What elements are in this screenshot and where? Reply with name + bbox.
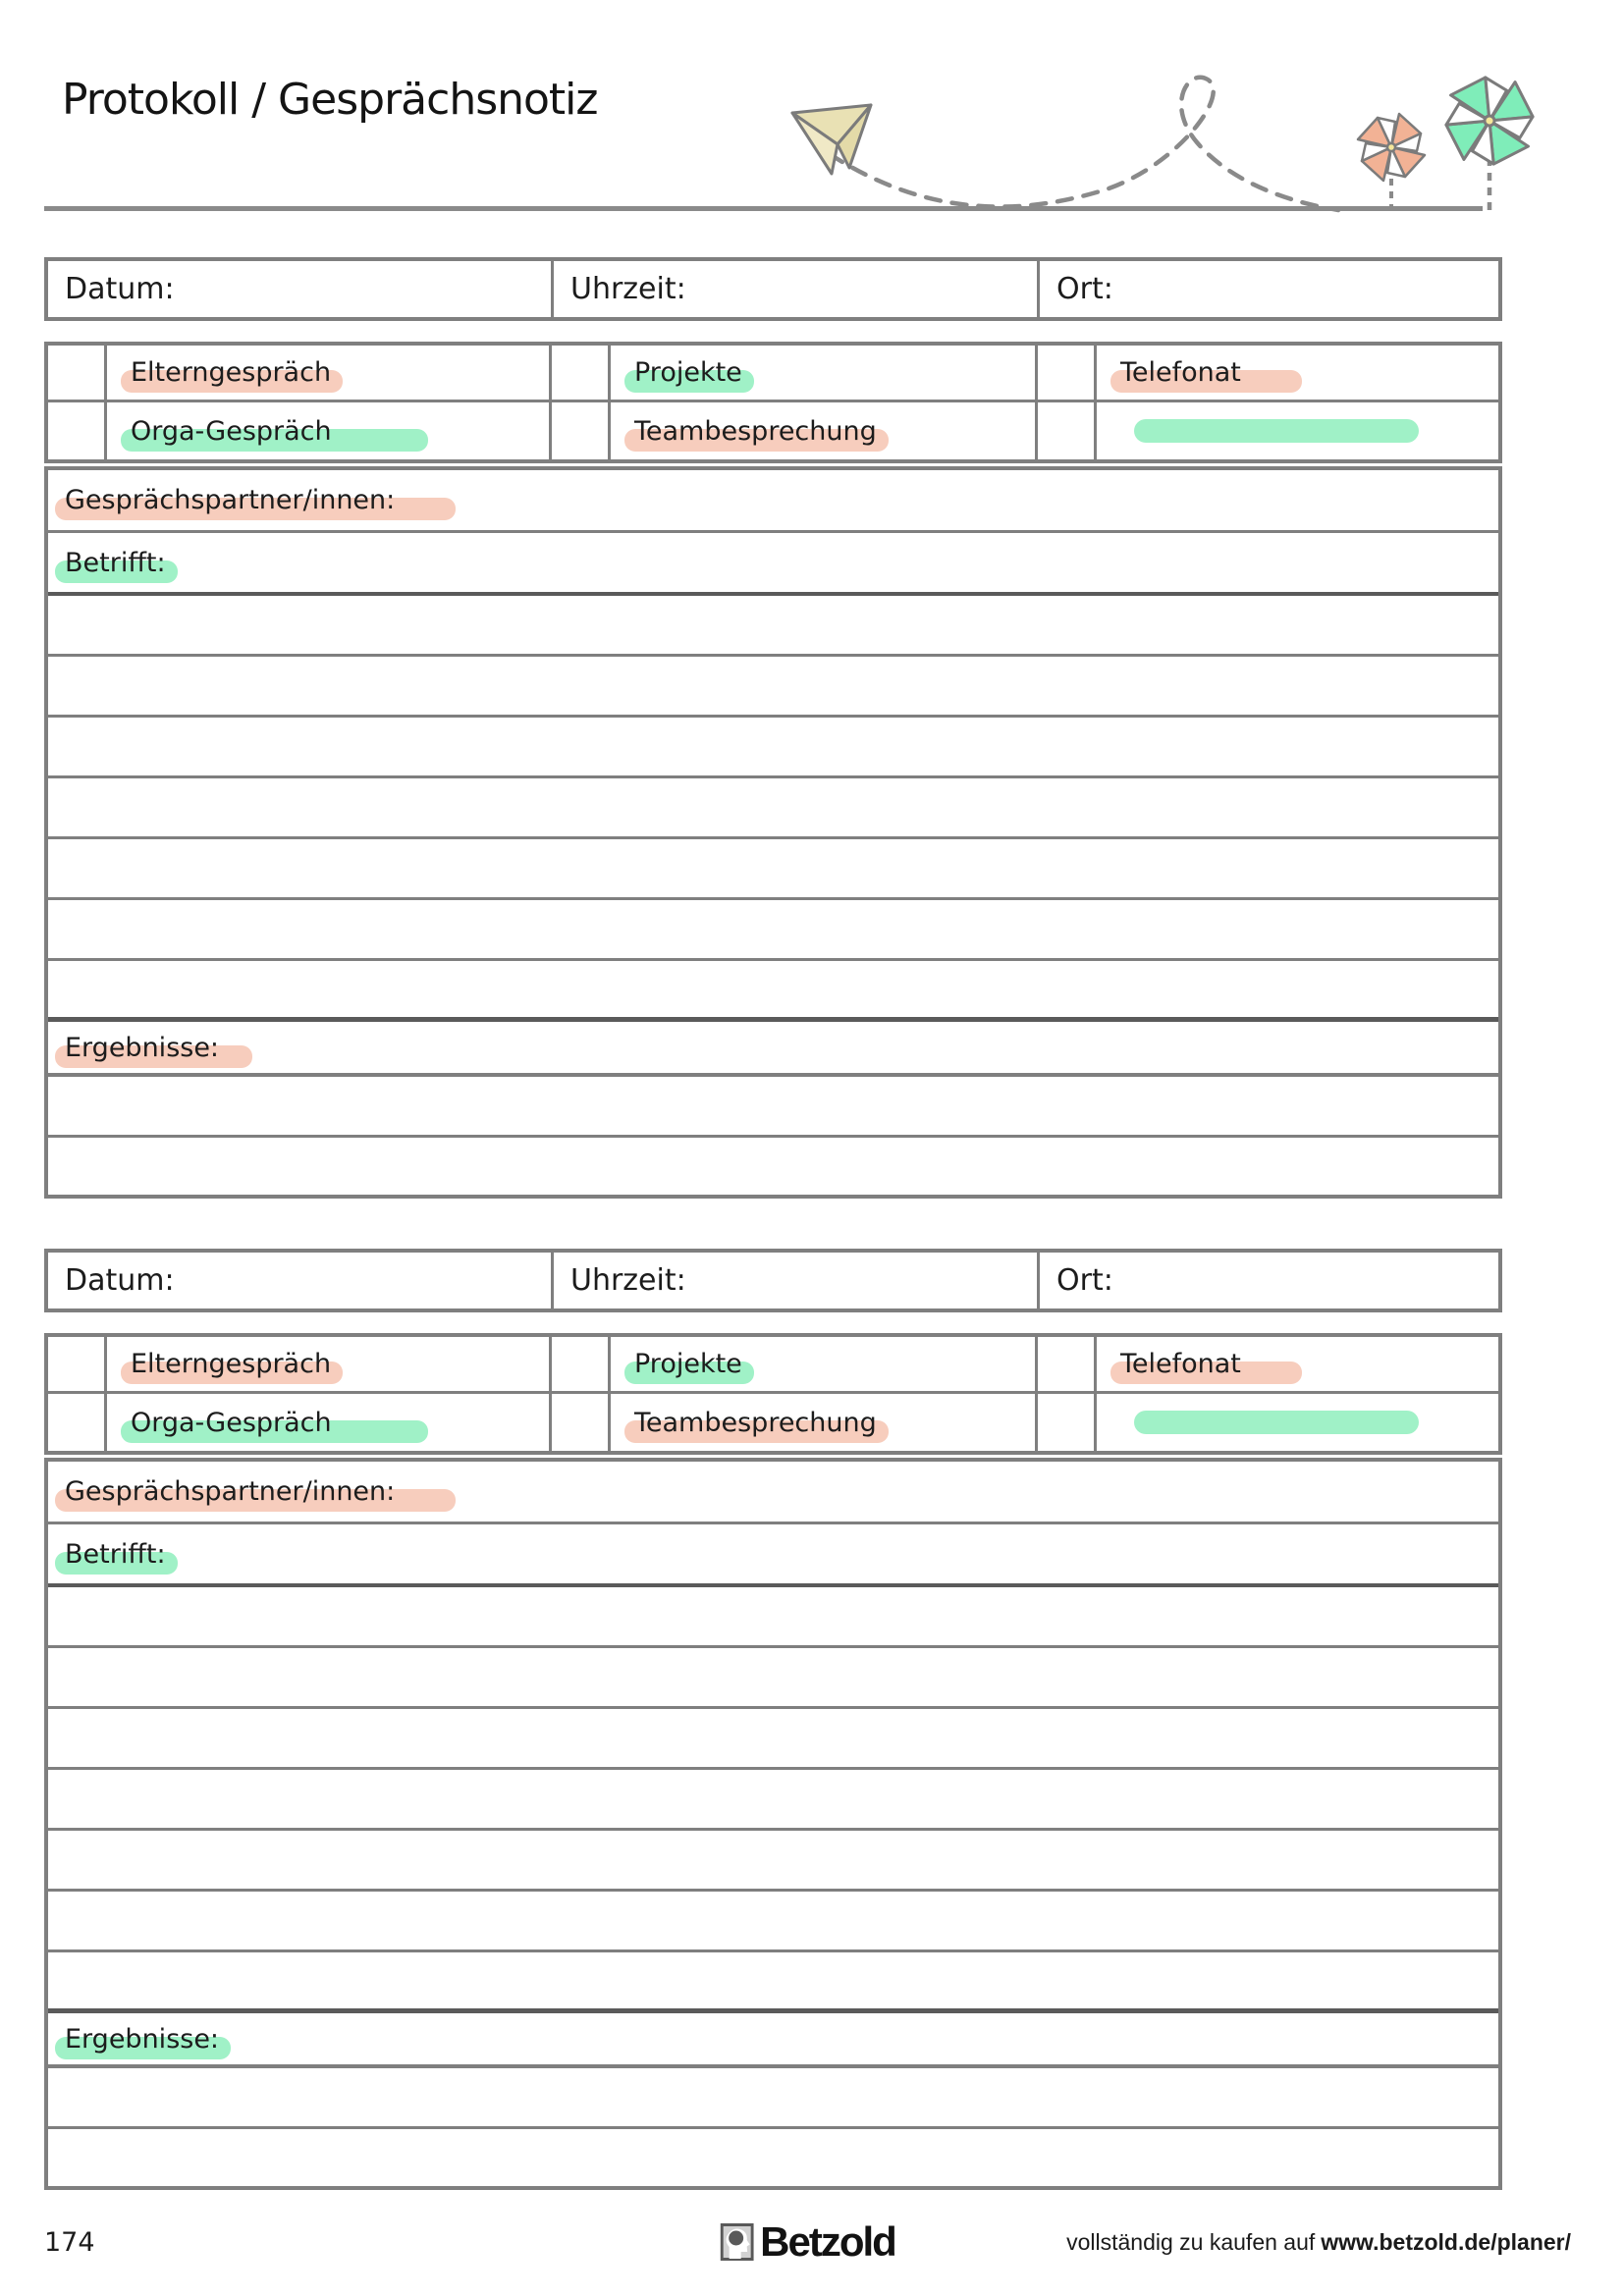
footer-note-text: vollständig zu kaufen auf (1066, 2228, 1316, 2255)
dashed-flight-trail (830, 78, 1338, 210)
protocol-form-2 (44, 1249, 1502, 2190)
option-label-elterngespraech: Elterngespräch (131, 1349, 332, 1379)
checkbox-telefonat (1038, 1337, 1097, 1391)
writing-area (44, 1458, 1502, 2190)
paper-plane-icon (792, 105, 871, 174)
results-label: Ergebnisse: (65, 2023, 220, 2055)
result-line (48, 1077, 1498, 1138)
note-line (48, 1648, 1498, 1709)
date-label: Datum: (65, 272, 175, 306)
checkbox-orga-gespraech (48, 1394, 107, 1451)
brand-name: Betzold (760, 2218, 895, 2265)
protocol-form-1 (44, 257, 1502, 1199)
option-label-elterngespraech: Elterngespräch (131, 357, 332, 388)
place-label: Ort: (1056, 272, 1113, 306)
highlight-bar (1134, 1411, 1419, 1434)
note-line (48, 900, 1498, 961)
option-row (48, 402, 1498, 459)
note-line (48, 1770, 1498, 1831)
note-line (48, 1952, 1498, 2013)
subject-label: Betrifft: (65, 1538, 166, 1570)
subject-label: Betrifft: (65, 547, 166, 578)
option-label-orga-gespraech: Orga-Gespräch (131, 1407, 332, 1438)
option-label-teambesprechung: Teambesprechung (634, 415, 877, 447)
subject-row (48, 533, 1498, 596)
note-line (48, 839, 1498, 900)
time-field (554, 1253, 1040, 1308)
result-line (48, 2068, 1498, 2129)
partners-label: Gesprächspartner/innen: (65, 485, 396, 515)
pinwheel-large-icon (1432, 63, 1547, 211)
page-number: 174 (44, 2226, 95, 2258)
option-label-orga-gespraech: Orga-Gespräch (131, 415, 332, 447)
page-title: Protokoll / Gesprächsnotiz (62, 75, 598, 125)
checkbox-telefonat (1038, 346, 1097, 400)
writing-area (44, 466, 1502, 1199)
option-row (48, 346, 1498, 402)
date-field (48, 1253, 554, 1308)
note-line (48, 1831, 1498, 1892)
note-line (48, 1709, 1498, 1770)
place-label: Ort: (1056, 1263, 1113, 1298)
meta-row (44, 257, 1502, 321)
checkbox-orga-gespraech (48, 402, 107, 459)
date-field (48, 261, 554, 317)
time-label: Uhrzeit: (570, 1263, 686, 1298)
checkbox-elterngespraech (48, 346, 107, 400)
note-line (48, 657, 1498, 718)
title-decoration (682, 54, 1546, 216)
note-line (48, 1892, 1498, 1952)
note-line (48, 596, 1498, 657)
checkbox-teambesprechung (552, 402, 611, 459)
results-label: Ergebnisse: (65, 1032, 220, 1063)
checkbox-projekte (552, 1337, 611, 1391)
highlight-bar (1134, 419, 1419, 443)
note-line (48, 961, 1498, 1022)
place-field (1040, 1253, 1498, 1308)
option-table (44, 1333, 1502, 1455)
option-label-projekte: Projekte (634, 357, 742, 388)
partners-label: Gesprächspartner/innen: (65, 1476, 396, 1507)
option-label-telefonat: Telefonat (1120, 357, 1241, 388)
checkbox-blank-option (1038, 1394, 1097, 1451)
option-label-teambesprechung: Teambesprechung (634, 1407, 877, 1438)
result-line (48, 1138, 1498, 1195)
option-row (48, 1337, 1498, 1394)
results-row (48, 2013, 1498, 2068)
note-line (48, 718, 1498, 778)
option-label-telefonat: Telefonat (1120, 1349, 1241, 1379)
time-label: Uhrzeit: (570, 272, 686, 306)
title-section (44, 0, 1483, 211)
betzold-logo (720, 2218, 895, 2266)
checkbox-elterngespraech (48, 1337, 107, 1391)
option-row (48, 1394, 1498, 1451)
meta-row (44, 1249, 1502, 1312)
option-label-projekte: Projekte (634, 1349, 742, 1379)
partners-row (48, 1462, 1498, 1524)
note-line (48, 778, 1498, 839)
result-line (48, 2129, 1498, 2186)
checkbox-blank-option (1038, 402, 1097, 459)
footer-url[interactable]: www.betzold.de/planer/ (1321, 2228, 1571, 2255)
pinwheel-small-icon (1358, 114, 1425, 211)
footer-note (1066, 2229, 1571, 2256)
note-line (48, 1587, 1498, 1648)
checkbox-projekte (552, 346, 611, 400)
partners-row (48, 470, 1498, 533)
betzold-head-logo-icon (720, 2223, 753, 2261)
subject-row (48, 1524, 1498, 1587)
date-label: Datum: (65, 1263, 175, 1298)
place-field (1040, 261, 1498, 317)
checkbox-teambesprechung (552, 1394, 611, 1451)
option-table (44, 342, 1502, 463)
page-footer (44, 2216, 1571, 2268)
time-field (554, 261, 1040, 317)
results-row (48, 1022, 1498, 1077)
